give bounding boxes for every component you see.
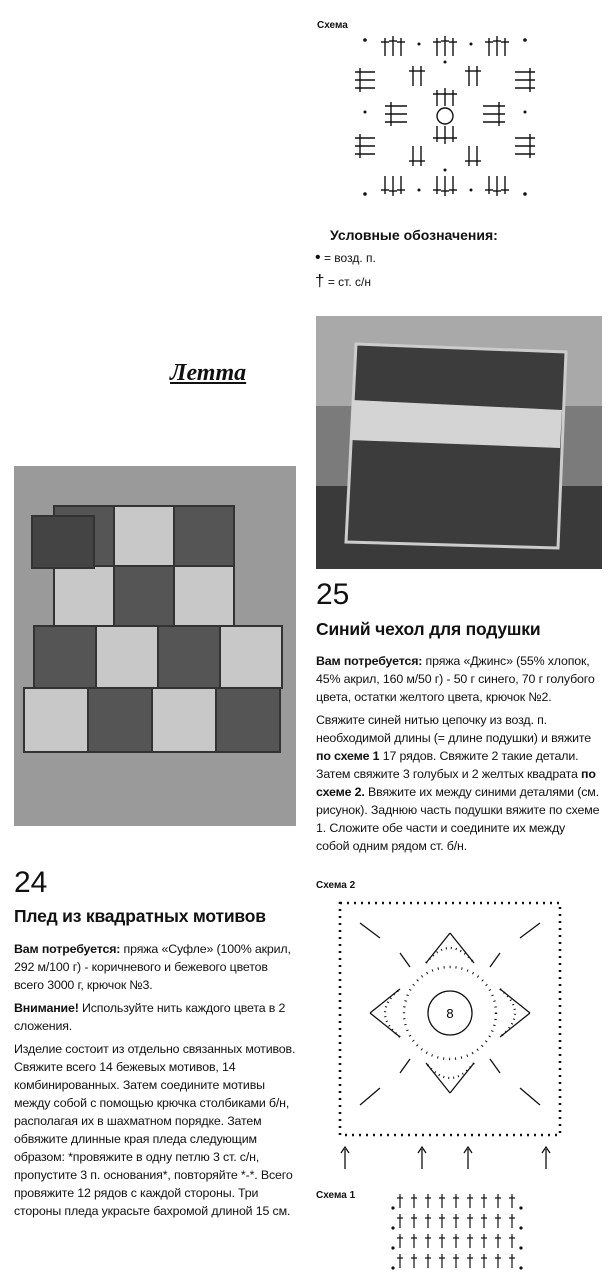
- item-24-attention-text: Используйте нить каждого цвета в 2 сложения.: [14, 1001, 286, 1033]
- item-25-p2-bold: по схеме 2.: [316, 767, 596, 799]
- diagram-2-label: Схема 2: [316, 880, 356, 891]
- legend-dc-text: = ст. с/н: [327, 275, 371, 289]
- legend-chain-text: = возд. п.: [323, 251, 376, 265]
- item-25-body: [316, 652, 600, 860]
- brand-logo: Летта: [170, 360, 247, 386]
- item-24-body: [14, 940, 296, 1225]
- diagram-top-label: Схема: [317, 20, 348, 31]
- item-25-title: Синий чехол для подушки: [316, 619, 541, 639]
- chain-stitch-symbol: •: [315, 249, 321, 266]
- item-24-title: Плед из квадратных мотивов: [14, 906, 266, 926]
- item-25-needs-label: Вам потребуется:: [316, 654, 423, 668]
- item-24-attention-label: Внимание!: [14, 1001, 79, 1015]
- legend-title: Условные обозначения:: [330, 227, 498, 243]
- item-24-number: 24: [14, 866, 48, 899]
- blanket-photo: [14, 466, 296, 826]
- diagram-1-label: Схема 1: [316, 1190, 356, 1201]
- item-24-needs-text: пряжа «Суфле» (100% акрил, 292 м/100 г) - коричневого и бежевого цветов всего 3000 г, крючок №3.: [14, 942, 291, 992]
- pillow-illustration: [316, 316, 602, 569]
- diagram-top: [345, 28, 545, 204]
- double-crochet-symbol: †: [315, 271, 325, 290]
- item-25-p1: Свяжите синей нитью цепочку из возд. п. необходимой длины (= длине подушки) и вяжите: [316, 713, 592, 745]
- item-25-p1-bold: по схеме 1: [316, 749, 380, 763]
- diagram-2-center-number: 8: [446, 1006, 454, 1021]
- item-25-p3: Ввяжите их между синими деталями (см. рисунок). Заднюю часть подушки вяжите по схеме 1. Сложите обе части и соедините их между собой одним рядом ст. б/н.: [316, 785, 600, 853]
- item-24-instructions: Изделие состоит из отдельно связанных мотивов. Свяжите всего 14 бежевых мотивов, 14 комбинированных. Затем соедините мотивы между собой с помощью крючка столбиками б/н, располагая их в шахматном порядке. Затем обвяжите длинные края пледа следующим образом: *провяжите в одну петлю 3 ст. с/н, пропустите 3 п. основания*, повторяйте *-*. Всего провяжите 12 рядов с каждой стороны. Три стороны пледа украсьте бахромой длиной 15 см.: [14, 1042, 296, 1218]
- item-25-number: 25: [316, 578, 350, 611]
- item-25-needs-text: пряжа «Джинс» (55% хлопок, 45% акрил, 160 м/50 г) - 50 г синего, 70 г голубого цвета, остатки желтого цвета, крючок №2.: [316, 654, 595, 704]
- legend-row-chain: [315, 249, 376, 267]
- item-24-needs-label: Вам потребуется:: [14, 942, 121, 956]
- stitch-group-tl: [381, 36, 405, 56]
- diagram-1: [390, 1188, 540, 1274]
- item-25-p2: 17 рядов. Свяжите 2 такие детали. Затем свяжите 3 голубых и 2 желтых квадрата: [316, 749, 582, 781]
- legend-row-dc: [315, 271, 371, 291]
- diagram-2: [330, 893, 570, 1175]
- blanket-illustration: [14, 466, 296, 826]
- pillow-photo: [316, 316, 602, 569]
